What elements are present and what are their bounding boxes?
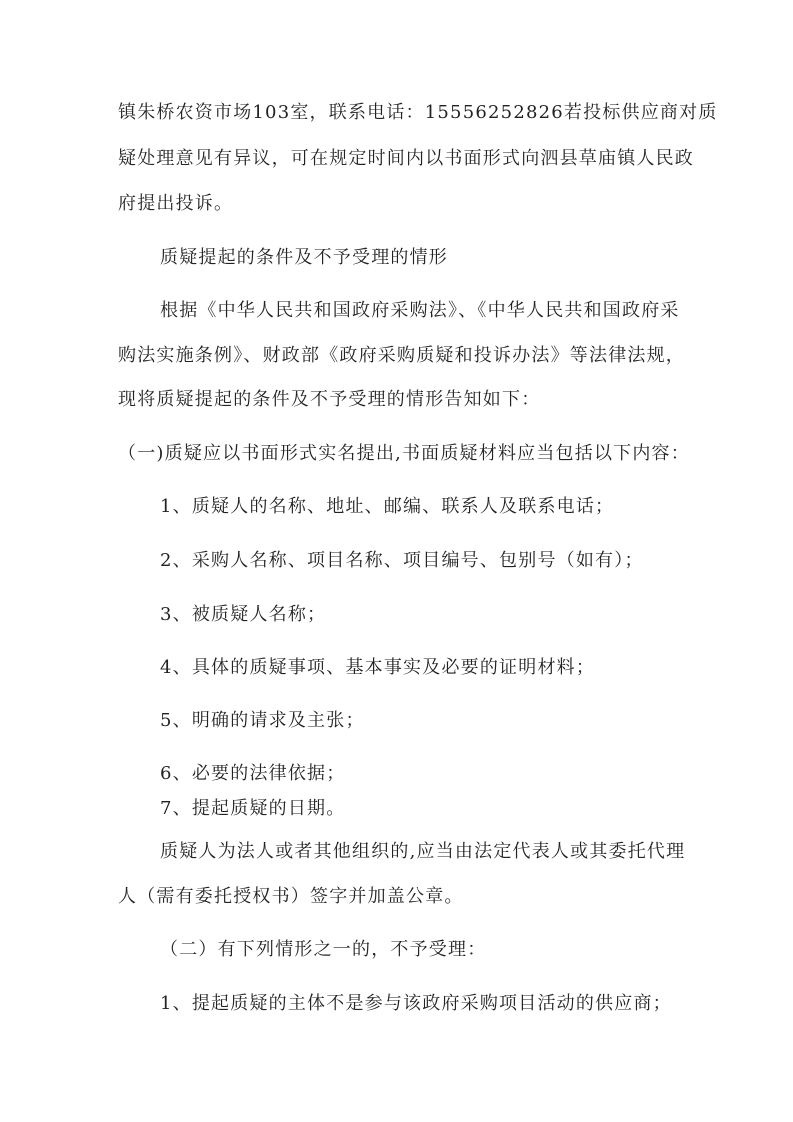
paragraph-line: 疑处理意见有异议，可在规定时间内以书面形式向泗县草庙镇人民政 [118, 148, 694, 169]
list-item: 7、提起质疑的日期。 [160, 798, 346, 819]
paragraph-line: 现将质疑提起的条件及不予受理的情形告知如下： [118, 389, 541, 410]
section-heading: 质疑提起的条件及不予受理的情形 [160, 247, 448, 268]
list-item: 6、必要的法律依据； [160, 763, 346, 784]
paragraph-line: 镇朱桥农资市场103室，联系电话：15556252826若投标供应商对质 [118, 102, 718, 123]
list-item: 3、被质疑人名称； [160, 604, 327, 625]
paragraph-line: 府提出投诉。 [118, 193, 234, 214]
list-item: 4、具体的质疑事项、基本事实及必要的证明材料； [160, 657, 596, 678]
list-item: 1、质疑人的名称、地址、邮编、联系人及联系电话； [160, 496, 615, 517]
paragraph-line: 购法实施条例》、财政部《政府采购质疑和投诉办法》等法律法规， [118, 345, 685, 366]
list-item: 2、采购人名称、项目名称、项目编号、包别号（如有）； [160, 550, 644, 571]
paragraph-line: 人（需有委托授权书）签字并加盖公章。 [118, 886, 464, 907]
paragraph-line: 质疑人为法人或者其他组织的,应当由法定代表人或其委托代理 [160, 841, 686, 862]
list-item: 5、明确的请求及主张； [160, 710, 365, 731]
subsection-heading: （一)质疑应以书面形式实名提出,书面质疑材料应当包括以下内容： [118, 443, 690, 464]
paragraph-line: 根据《中华人民共和国政府采购法》、《中华人民共和国政府采 [160, 300, 680, 321]
list-item: 1、提起质疑的主体不是参与该政府采购项目活动的供应商； [160, 993, 672, 1014]
subsection-heading: （二）有下列情形之一的，不予受理： [160, 939, 487, 960]
